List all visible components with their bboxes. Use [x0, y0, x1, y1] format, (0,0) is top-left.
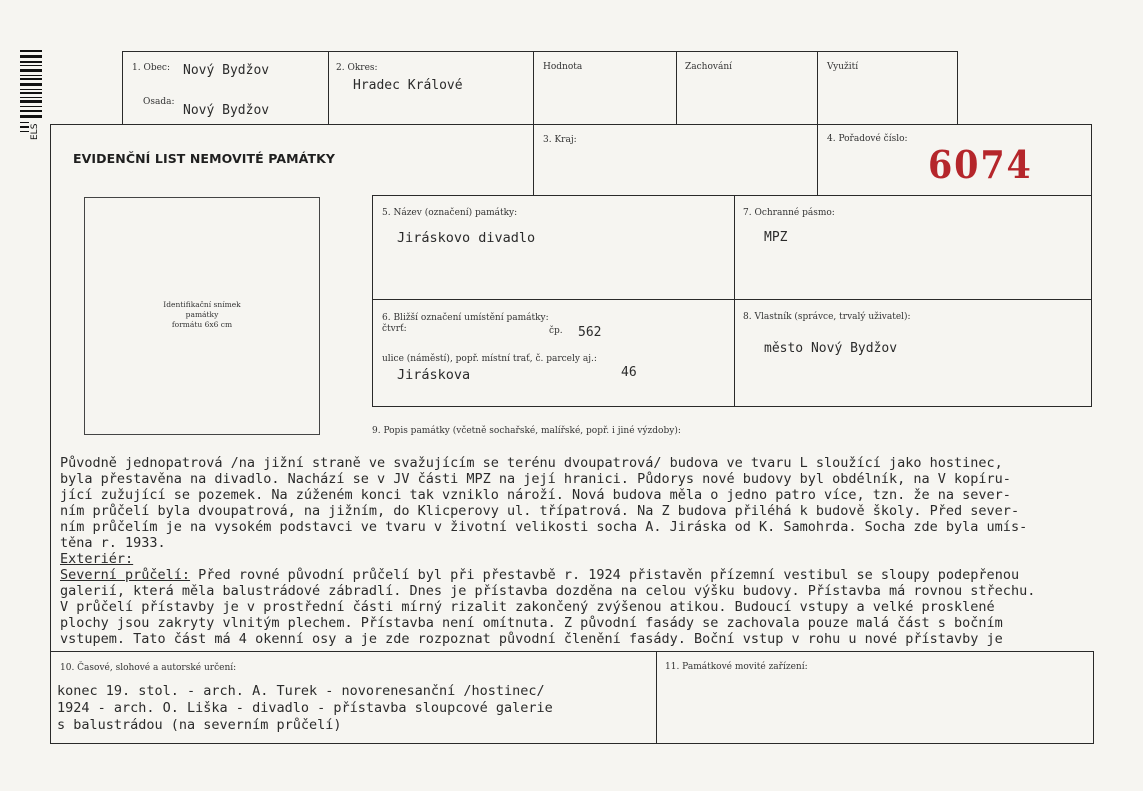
umisteni-label: 6. Bližší označení umístění památky:: [382, 313, 549, 323]
obec-label: 1. Obec:: [132, 63, 170, 73]
description-line: plochy jsou zakryty vlnitým plechem. Přístavba není omítnuta. Z původní fasády se zachovala pouze malá část s bočním: [60, 615, 1003, 631]
ulice-number: 46: [621, 365, 637, 380]
exterior-heading: Exteriér:: [60, 551, 134, 567]
photo-placeholder: [84, 197, 320, 435]
ochranne-pasmo-value: MPZ: [764, 230, 788, 245]
okres-value: Hradec Králové: [353, 78, 463, 93]
vlastnik-value: město Nový Bydžov: [764, 341, 898, 356]
photo-caption: [85, 300, 319, 330]
hodnota-label: Hodnota: [543, 62, 583, 72]
cp-label: čp.: [549, 326, 563, 336]
description-line: V průčelí přístavby je v prostřední části mírný rizalit zakončený zvýšenou atikou. Budoucí vstupy a velké prosklené: [60, 599, 995, 615]
form-code: ELS: [30, 123, 40, 140]
vyuziti-label: Využití: [827, 62, 859, 72]
cp-value: 562: [578, 325, 602, 340]
ochranne-pasmo-label: 7. Ochranné pásmo:: [743, 208, 835, 218]
vlastnik-label: 8. Vlastník (správce, trvalý uživatel):: [743, 312, 911, 322]
movite-label: 11. Památkové movité zařízení:: [665, 662, 808, 672]
zachovani-label: Zachování: [685, 62, 732, 72]
poradove-cislo-label: 4. Pořadové číslo:: [827, 134, 908, 144]
north-facade-first-line: [60, 567, 1019, 583]
description-line: ním průčelím je na vysokém podstavci ve tvaru v životní velikosti socha A. Jiráska od K. Samohrda. Socha zde byla umís-: [60, 519, 1028, 535]
poradove-cislo-value: 6074: [928, 142, 1033, 187]
popis-label: 9. Popis památky (včetně sochařské, malířské, popř. i jiné výzdoby):: [372, 426, 681, 436]
ulice-value: Jiráskova: [397, 367, 471, 383]
north-facade-heading: Severní průčelí:: [60, 567, 191, 583]
osada-value: Nový Bydžov: [183, 103, 270, 118]
description-line: ním průčelí byla dvoupatrová, na jižním, do Klicperovy ul. třípatrová. Na Z budova přiléhá k budově školy. Před sever-: [60, 503, 1020, 519]
description-line: byla přestavěna na divadlo. Nachází se v JV části MPZ na její hranici. Půdorys nové budovy byl obdélník, na V kopíru-: [60, 471, 1011, 487]
kraj-label: 3. Kraj:: [543, 135, 577, 145]
casove-label: 10. Časové, slohové a autorské určení:: [60, 663, 237, 673]
photo-caption-line: formátu 6x6 cm: [171, 320, 233, 329]
dating-line: konec 19. stol. - arch. A. Turek - novorenesanční /hostinec/: [57, 683, 545, 699]
north-facade-text: Před rovné původní průčelí byl při přestavbě r. 1924 přistavěn přízemní vestibul se sloupy podepřenou: [190, 567, 1020, 583]
description-line: těna r. 1933.: [60, 535, 166, 551]
nazev-value: Jiráskovo divadlo: [397, 230, 536, 246]
form-title: EVIDENČNÍ LIST NEMOVITÉ PAMÁTKY: [73, 151, 336, 166]
description-line: galerií, která měla balustrádové zábradlí. Dnes je přístavba dozděna na celou výšku budovy. Přístavba má rovnou střechu.: [60, 583, 1036, 599]
obec-value: Nový Bydžov: [183, 63, 270, 78]
photo-caption-line: památky: [185, 310, 219, 319]
description-line: Původně jednopatrová /na jižní straně ve svažujícím se terénu dvoupatrová/ budova ve tvaru L sloužící jako hostinec,: [60, 455, 1003, 471]
description-line: vstupem. Tato část má 4 okenní osy a je zde rozpoznat původní členění fasády. Boční vstup v rohu u nové přístavby je: [60, 631, 1003, 647]
ctvrt-label: čtvrť:: [382, 324, 407, 334]
okres-label: 2. Okres:: [336, 63, 378, 73]
ulice-label: ulice (náměstí), popř. místní trať, č. parcely aj.:: [382, 354, 597, 364]
osada-label: Osada:: [143, 97, 175, 107]
photo-caption-line: Identifikační snímek: [163, 300, 241, 309]
description-line: jící zužující se pozemek. Na zúženém konci tak vzniklo nároží. Nová budova měla o jedno patro více, tzn. že na sever-: [60, 487, 1011, 503]
nazev-label: 5. Název (označení) památky:: [382, 208, 518, 218]
dating-line: 1924 - arch. O. Liška - divadlo - přístavba sloupcové galerie: [57, 700, 553, 716]
dating-line: s balustrádou (na severním průčelí): [57, 717, 342, 733]
